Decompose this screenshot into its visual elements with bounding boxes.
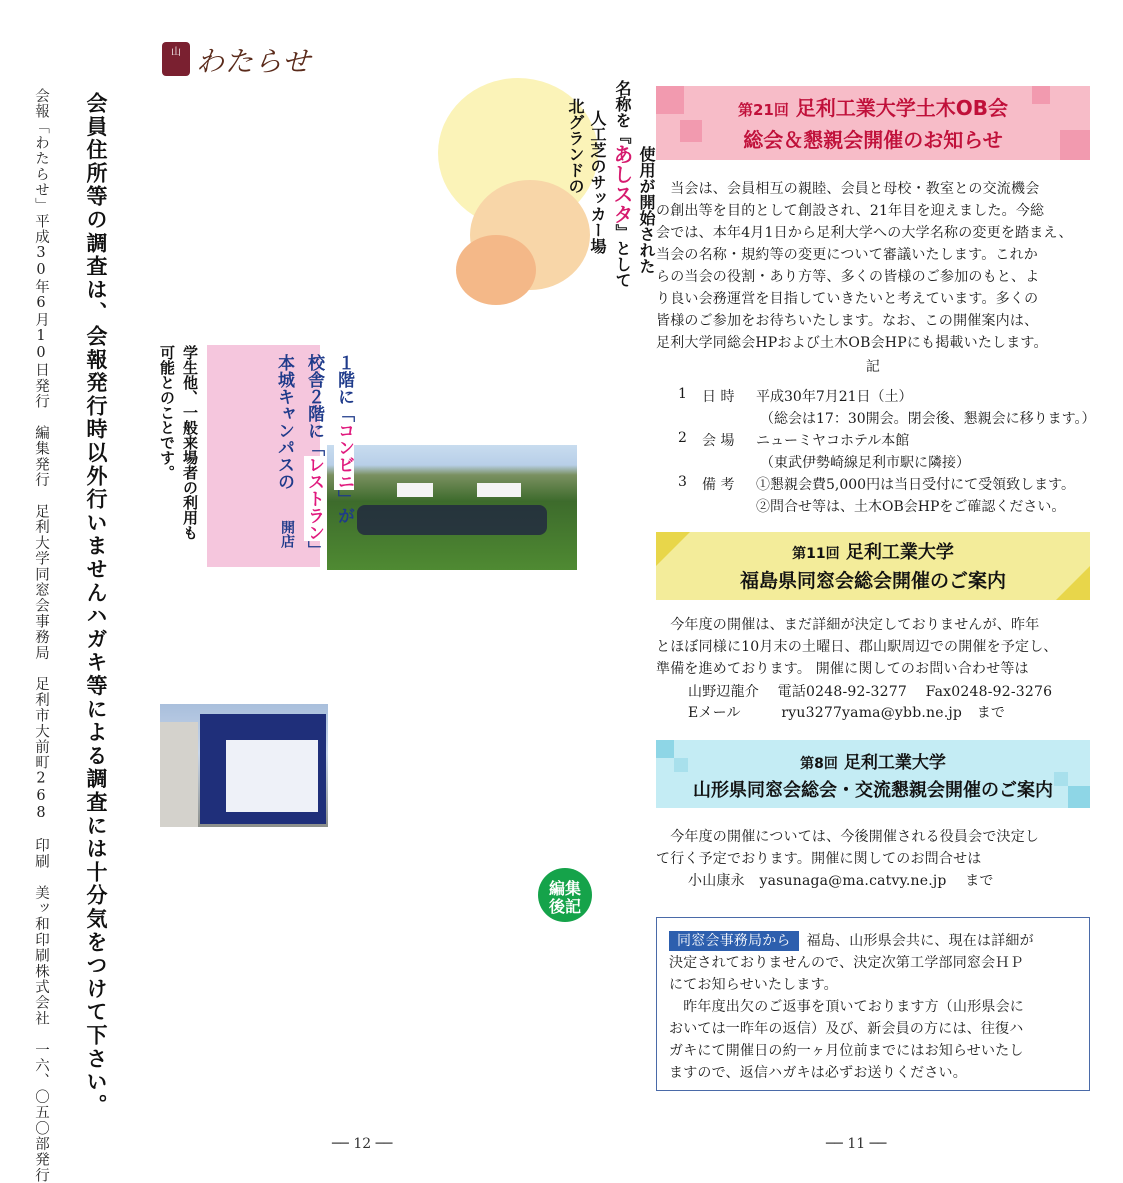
text-line: 皆様のご参加をお待ちいたします。なお、この開催案内は、 <box>656 313 1039 329</box>
ob-meeting-banner <box>656 86 1090 160</box>
campus-side-note-1: 学生他、一般来場者の利用も <box>181 345 199 540</box>
field-headline-line-3: 名称を『あしスタ』として <box>610 80 634 288</box>
text-line: 準備を進めております。 開催に関してのお問い合わせ等は <box>656 661 1029 677</box>
agenda-value: 平成30年7月21日（土） <box>756 389 913 405</box>
campus-headline-open: 開店 <box>279 520 295 548</box>
contact-name: 山野辺龍介 <box>688 684 759 700</box>
logo-seal-icon: 山 <box>162 42 190 76</box>
field-headline-line-2: 人工芝のサッカー場 <box>588 110 607 254</box>
text-line: 昨年度出欠のご返事を頂いております方（山形県会に <box>669 999 1024 1015</box>
banner-ordinal: 第21回 <box>737 101 789 119</box>
text-line: ますので、返信ハガキは必ずお送りください。 <box>669 1065 967 1081</box>
email-label: Eメール <box>688 705 741 721</box>
text-line: ガキにて開催日の約一ヶ月位前までにはお知らせいたし <box>669 1043 1024 1059</box>
office-notice-first-line <box>669 930 1083 952</box>
contact-tel: 電話0248-92-3277 <box>777 684 907 700</box>
badge-line: 後記 <box>548 897 581 916</box>
banner-subtitle: 山形県同窓会総会・交流懇親会開催のご案内 <box>693 780 1053 801</box>
banner-title: 足利工業大学土木OB会 <box>795 96 1009 120</box>
text-line: 今年度の開催は、まだ詳細が決定しておりませんが、昨年 <box>656 617 1040 633</box>
agenda-value: （総会は17：30開会。閉会後、懇親会に移ります。） <box>760 411 1096 427</box>
office-notice-box <box>656 917 1090 1091</box>
fukushima-text <box>656 614 1096 680</box>
text-line: 足利大学同総会HPおよび土木OB会HPにも掲載いたします。 <box>656 335 1048 351</box>
text-line: り良い会務運営を目指していきたいと考えています。多くの <box>656 291 1039 307</box>
yamagata-contact <box>688 870 994 892</box>
email-link[interactable]: ryu3277yama@ybb.ne.jp <box>781 705 963 721</box>
text-line: 決定されておりませんので、決定次第工学部同窓会ＨＰ <box>669 955 1024 971</box>
page-number-value: 11 <box>847 1136 866 1152</box>
field-headline-line-4: 使用が開始された <box>637 146 656 274</box>
contact-name: 小山康永 <box>688 873 745 889</box>
office-label: 同窓会事務局から <box>669 931 799 951</box>
fukushima-contact <box>688 681 1052 703</box>
yamagata-banner <box>656 740 1090 808</box>
tent-shape <box>477 483 521 497</box>
badge-line: 編集 <box>548 879 581 898</box>
campus-side-note-2: 可能とのことです。 <box>158 345 176 480</box>
banner-title: 足利工業大学 <box>845 542 954 563</box>
email-link[interactable]: yasunaga@ma.catvy.ne.jp <box>759 873 947 889</box>
text-line: 当会の名称・規約等の変更について審議いたします。これか <box>656 247 1038 263</box>
banner-ordinal: 第8回 <box>800 756 838 772</box>
text-line: て行く予定でおります。開催に関してのお問合せは <box>656 851 982 867</box>
soccer-field-photo <box>327 445 577 570</box>
agenda-value: ②問合せ等は、土木OB会HPをご確認ください。 <box>756 499 1066 515</box>
agenda-value: ①懇親会費5,000円は当日受付にて受領致します。 <box>756 477 1075 493</box>
agenda-label: 会 場 <box>702 433 735 449</box>
editors-note-badge <box>538 868 592 922</box>
text-line: おいては一昨年の返信）及び、新会員の方には、往復ハ <box>669 1021 1024 1037</box>
text-line: の創出等を目的として創設され、21年目を迎えました。今総 <box>656 203 1045 219</box>
sign-panel-shape <box>226 740 318 812</box>
banner-ordinal: 第11回 <box>792 546 840 562</box>
text-line: 当会は、会員相互の親睦、会員と母校・教室との交流機会 <box>656 181 1040 197</box>
colophon: 会報「わたらせ」平成30年6月10日発行 編集発行 足利大学同窓会事務局 足利市大前町268 印刷 美ッ和印刷株式会社 一六、〇五〇部発行 <box>33 88 49 1183</box>
ob-intro <box>656 178 1096 354</box>
campus-headline-line-2: 校舎２階に「レストラン」 <box>304 354 324 558</box>
ki-heading: 記 <box>865 359 881 375</box>
suffix-text: まで <box>976 705 1006 721</box>
contact-fax: Fax0248-92-3276 <box>925 684 1053 700</box>
banner-title: 足利工業大学 <box>843 753 946 773</box>
suffix-text: まで <box>965 873 994 889</box>
page-number-right: ── 11 ── <box>826 1136 887 1152</box>
campus-sign-photo <box>160 704 328 827</box>
watarase-logo <box>160 38 320 82</box>
agenda-num: 3 <box>678 474 687 490</box>
field-headline-line-1: 北グランドの <box>566 98 585 194</box>
text-line: 今年度の開催については、今後開催される役員会で決定し <box>656 829 1040 845</box>
text-line: にてお知らせいたします。 <box>669 977 838 993</box>
banner-subtitle: 総会＆懇親会開催のお知らせ <box>743 128 1003 152</box>
text-line: とほぼ同様に10月末の土曜日、郡山駅周辺での開催を予定し、 <box>656 639 1058 655</box>
fukushima-email <box>688 702 1005 724</box>
banner-subtitle: 福島県同窓会総会開催のご案内 <box>739 570 1006 592</box>
fukushima-banner <box>656 532 1090 600</box>
agenda-label: 日 時 <box>702 389 735 405</box>
member-address-notice: 会員住所等の調査は、会報発行時以外行いませんハガキ等による調査には十分気をつけて下さい。 <box>84 92 108 1118</box>
yamagata-text <box>656 826 1096 870</box>
campus-headline-line-1: 本城キャンパスの <box>274 354 294 490</box>
agenda-num: 1 <box>678 386 687 402</box>
agenda-value: （東武伊勢崎線足利市駅に隣接） <box>760 455 970 471</box>
agenda-value: ニューミヤコホテル本館 <box>756 433 910 449</box>
text-line: 会では、本年4月1日から足利大学への大学名称の変更を踏まえ、 <box>656 225 1073 241</box>
page-number-value: 12 <box>353 1136 372 1152</box>
text-line: らの当会の役割・あり方等、多くの皆様のご参加のもと、よ <box>656 269 1040 285</box>
agenda-num: 2 <box>678 430 687 446</box>
crowd-shape <box>357 505 547 535</box>
headline-bubble <box>456 235 536 305</box>
text-line: 福島、山形県会共に、現在は詳細が <box>806 933 1034 949</box>
page-number-left: ── 12 ── <box>332 1136 393 1152</box>
campus-headline-line-3: １階に「コンビニ」が <box>334 354 354 524</box>
logo-text: わたらせ <box>196 45 312 78</box>
building-shape <box>160 722 198 827</box>
agenda-label: 備 考 <box>702 477 735 493</box>
tent-shape <box>397 483 433 497</box>
